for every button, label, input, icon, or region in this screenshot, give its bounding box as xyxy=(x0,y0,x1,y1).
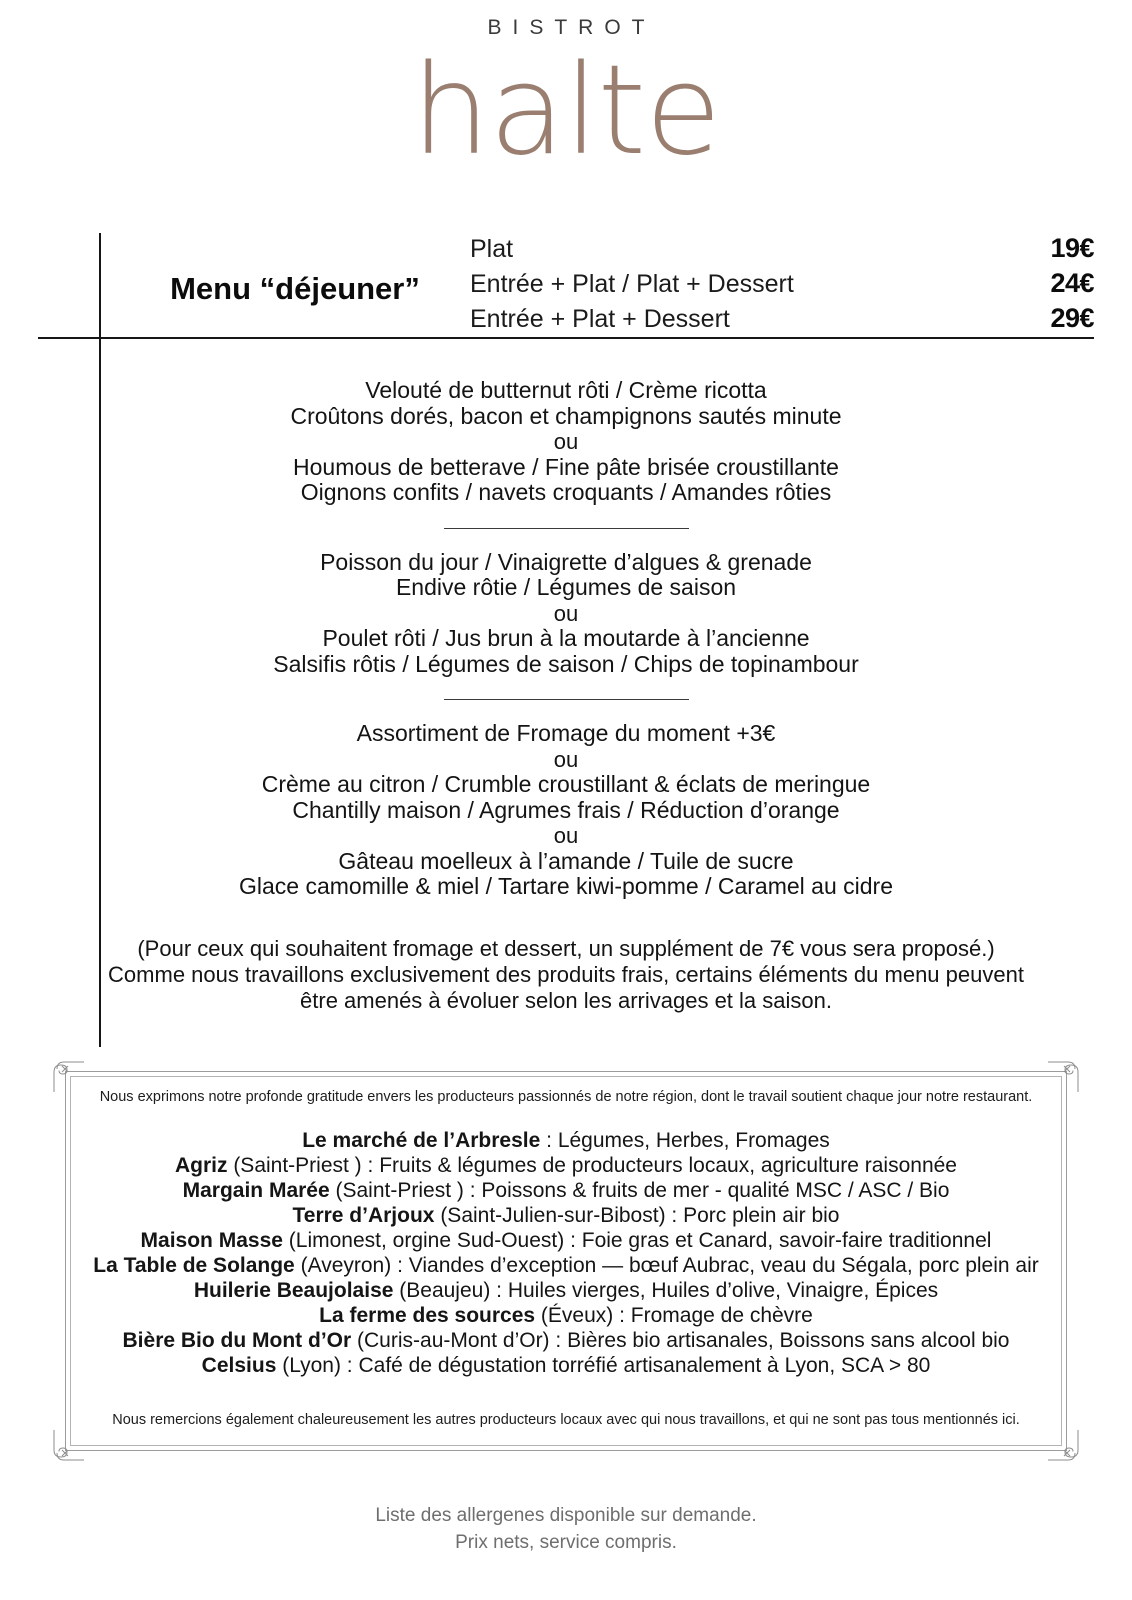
formula-price-list xyxy=(470,233,1094,338)
producer-desc: : Fruits & légumes de producteurs locaux, agriculture raisonnée xyxy=(361,1154,957,1177)
producer-place: (Éveux) xyxy=(535,1304,614,1327)
producer-desc: : Foie gras et Canard, savoir-faire traditionnel xyxy=(564,1229,992,1252)
producer-name: Margain Marée xyxy=(182,1179,330,1202)
producer-place: (Limonest, orgine Sud-Ouest) xyxy=(282,1229,565,1252)
producer-row xyxy=(64,1328,1068,1353)
header-vertical-rule xyxy=(99,233,101,339)
formula-label: Entrée + Plat + Dessert xyxy=(470,305,730,333)
dish-line: Poisson du jour / Vinaigrette d’algues & grenade xyxy=(320,548,812,575)
course-separator xyxy=(444,528,689,529)
dish-line: Assortiment de Fromage du moment +3€ xyxy=(356,720,776,746)
formula-price: 19€ xyxy=(1050,233,1094,263)
producer-desc: : Fromage de chèvre xyxy=(613,1304,813,1327)
producer-desc: : Poissons & fruits de mer - qualité MSC / ASC / Bio xyxy=(463,1179,950,1202)
dish-line: Houmous de betterave / Fine pâte brisée croustillante xyxy=(293,453,839,480)
course-desserts xyxy=(60,721,1072,900)
producer-row xyxy=(64,1353,1068,1378)
courses-section xyxy=(60,378,1072,1014)
menu-note xyxy=(60,936,1072,1014)
formula-label: Plat xyxy=(470,235,514,263)
producer-name: Le marché de l’Arbresle xyxy=(302,1129,541,1152)
producer-row xyxy=(64,1178,1068,1203)
producer-row xyxy=(64,1153,1068,1178)
dish-line: Gâteau moelleux à l’amande / Tuile de sucre xyxy=(338,847,794,874)
producer-desc: : Bières bio artisanales, Boissons sans alcool bio xyxy=(549,1329,1010,1352)
ornament-corner-icon xyxy=(1046,1428,1080,1462)
producer-place: (Saint-Priest ) xyxy=(227,1154,362,1177)
producers-outro: Nous remercions également chaleureusement les autres producteurs locaux avec qui nous travaillons, et qui ne sont pas tous mentionnés ici. xyxy=(112,1412,1020,1428)
footer-allergens: Liste des allergenes disponible sur demande. xyxy=(375,1505,757,1526)
producer-row xyxy=(64,1203,1068,1228)
note-line: être amenés à évoluer selon les arrivages et la saison. xyxy=(300,987,832,1013)
producer-place: (Beaujeu) xyxy=(393,1279,491,1302)
dish-line: Endive rôtie / Légumes de saison xyxy=(395,574,737,600)
producer-row xyxy=(64,1278,1068,1303)
course-mains xyxy=(60,550,1072,678)
brand-kicker: BISTROT xyxy=(487,16,656,39)
course-or: ou xyxy=(553,823,579,848)
note-line: (Pour ceux qui souhaitent fromage et dessert, un supplément de 7€ vous sera proposé.) xyxy=(137,935,995,961)
producer-desc: : Huiles vierges, Huiles d’olive, Vinaigre, Épices xyxy=(490,1279,939,1302)
producers-intro: Nous exprimons notre profonde gratitude envers les producteurs passionnés de notre région, dont le travail soutient chaque jour notre restaurant. xyxy=(99,1089,1033,1105)
dish-line: Chantilly maison / Agrumes frais / Réduction d’orange xyxy=(292,796,840,823)
producer-name: Terre d’Arjoux xyxy=(292,1204,435,1227)
dish-line: Glace camomille & miel / Tartare kiwi-pomme / Caramel au cidre xyxy=(239,873,893,899)
course-separator xyxy=(444,699,689,700)
producer-desc: : Café de dégustation torréfié artisanalement à Lyon, SCA > 80 xyxy=(340,1354,931,1377)
page-title: Menu “déjeuner” xyxy=(170,271,420,306)
dish-line: Velouté de butternut rôti / Crème ricotta xyxy=(365,377,767,403)
formula-label: Entrée + Plat / Plat + Dessert xyxy=(470,270,794,298)
dish-line: Poulet rôti / Jus brun à la moutarde à l’ancienne xyxy=(322,625,810,651)
course-or: ou xyxy=(553,429,579,454)
producer-place: (Saint-Julien-sur-Bibost) xyxy=(434,1204,666,1227)
brand-name: halte xyxy=(411,39,721,183)
producer-desc: : Porc plein air bio xyxy=(665,1204,840,1227)
producer-row xyxy=(64,1228,1068,1253)
producer-name: La ferme des sources xyxy=(319,1304,536,1327)
dish-line: Salsifis rôtis / Légumes de saison / Chips de topinambour xyxy=(273,650,859,677)
formula-row xyxy=(470,268,1094,299)
header-horizontal-rule xyxy=(38,337,1094,339)
producer-row xyxy=(64,1128,1068,1153)
course-or: ou xyxy=(553,600,579,626)
course-or: ou xyxy=(553,746,579,772)
course-starters xyxy=(60,378,1072,506)
note-line: Comme nous travaillons exclusivement des produits frais, certains éléments du menu peuvent xyxy=(108,961,1024,987)
page-footer xyxy=(0,1502,1132,1556)
producers-list xyxy=(64,1128,1068,1378)
formula-row xyxy=(470,303,1094,334)
producer-place: (Lyon) xyxy=(276,1354,341,1377)
producer-row xyxy=(64,1303,1068,1328)
producer-name: Maison Masse xyxy=(140,1229,283,1252)
footer-prices: Prix nets, service compris. xyxy=(455,1532,677,1553)
producer-place: (Saint-Priest ) xyxy=(329,1179,464,1202)
producer-name: Bière Bio du Mont d’Or xyxy=(122,1329,352,1352)
formula-price: 29€ xyxy=(1050,303,1094,333)
ornament-corner-icon xyxy=(1046,1060,1080,1094)
producer-name: La Table de Solange xyxy=(93,1254,295,1277)
producer-place: (Curis-au-Mont d’Or) xyxy=(351,1329,550,1352)
producer-desc: : Légumes, Herbes, Fromages xyxy=(540,1129,830,1152)
dish-line: Oignons confits / navets croquants / Amandes rôties xyxy=(300,479,832,505)
dish-line: Croûtons dorés, bacon et champignons sautés minute xyxy=(290,402,842,429)
producer-name: Celsius xyxy=(201,1354,277,1377)
menu-header xyxy=(38,231,1094,339)
formula-row xyxy=(470,233,1094,264)
producer-name: Agriz xyxy=(174,1154,228,1177)
dish-line: Crème au citron / Crumble croustillant & éclats de meringue xyxy=(261,771,871,797)
ornament-corner-icon xyxy=(52,1428,86,1462)
brand-logo xyxy=(0,16,1132,183)
producer-name: Huilerie Beaujolaise xyxy=(193,1279,394,1302)
formula-price: 24€ xyxy=(1050,268,1094,298)
producer-place: (Aveyron) xyxy=(294,1254,392,1277)
producer-desc: : Viandes d’exception — bœuf Aubrac, veau du Ségala, porc plein air xyxy=(391,1254,1039,1277)
producer-row xyxy=(64,1253,1068,1278)
producers-section xyxy=(44,1062,1088,1460)
ornament-corner-icon xyxy=(52,1060,86,1094)
